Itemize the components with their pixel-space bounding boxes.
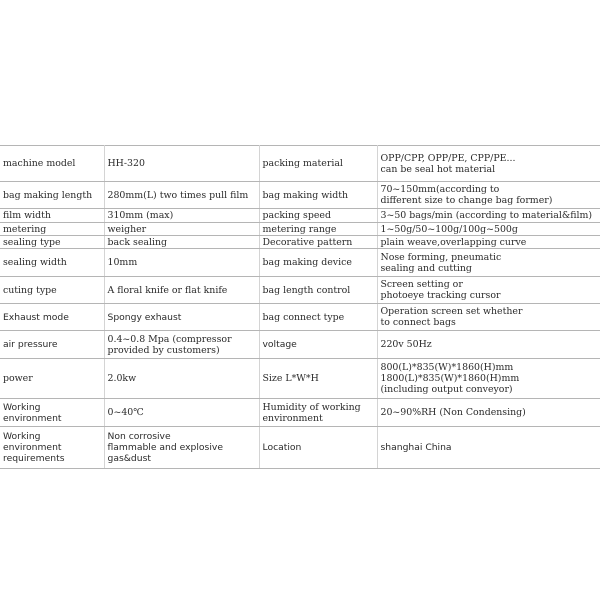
table-row (0, 359, 600, 399)
table-row (0, 223, 600, 236)
table-row (0, 331, 600, 359)
spec-label: Decorative pattern (259, 236, 377, 249)
spec-label: bag making length (0, 182, 104, 209)
spec-label: Humidity of working environment (259, 399, 377, 427)
spec-value: 3~50 bags/min (according to material&film) (377, 209, 600, 223)
spec-label: bag making width (259, 182, 377, 209)
spec-value: back sealing (104, 236, 259, 249)
spec-value: 70~150mm(according to different size to change bag former) (377, 182, 600, 209)
spec-sheet (0, 145, 600, 469)
spec-label: Working environment (0, 399, 104, 427)
spec-label: Working environment requirements (0, 427, 104, 469)
spec-value: Nose forming, pneumatic sealing and cutting (377, 249, 600, 277)
spec-value: plain weave,overlapping curve (377, 236, 600, 249)
spec-label: metering (0, 223, 104, 236)
spec-value: Spongy exhaust (104, 304, 259, 331)
spec-value: 10mm (104, 249, 259, 277)
spec-value: Screen setting or photoeye tracking cursor (377, 277, 600, 304)
spec-table (0, 145, 600, 469)
spec-value: 800(L)*835(W)*1860(H)mm 1800(L)*835(W)*1860(H)mm (including output conveyor) (377, 359, 600, 399)
table-row (0, 427, 600, 469)
table-row (0, 304, 600, 331)
table-row (0, 182, 600, 209)
spec-label: power (0, 359, 104, 399)
spec-value: 220v 50Hz (377, 331, 600, 359)
spec-label: Location (259, 427, 377, 469)
spec-value: A floral knife or flat knife (104, 277, 259, 304)
spec-value: shanghai China (377, 427, 600, 469)
spec-label: machine model (0, 146, 104, 182)
spec-label: bag length control (259, 277, 377, 304)
table-row (0, 249, 600, 277)
spec-value: 0.4~0.8 Mpa (compressor provided by customers) (104, 331, 259, 359)
spec-value: OPP/CPP, OPP/PE, CPP/PE... can be seal hot material (377, 146, 600, 182)
spec-value: Non corrosive flammable and explosive gas&dust (104, 427, 259, 469)
spec-label: packing material (259, 146, 377, 182)
table-row (0, 209, 600, 223)
spec-label: Exhaust mode (0, 304, 104, 331)
table-row (0, 236, 600, 249)
spec-value: 20~90%RH (Non Condensing) (377, 399, 600, 427)
spec-value: 0~40℃ (104, 399, 259, 427)
spec-label: packing speed (259, 209, 377, 223)
spec-label: bag connect type (259, 304, 377, 331)
spec-value: 2.0kw (104, 359, 259, 399)
table-row (0, 277, 600, 304)
spec-label: bag making device (259, 249, 377, 277)
spec-label: film width (0, 209, 104, 223)
spec-label: voltage (259, 331, 377, 359)
spec-label: sealing width (0, 249, 104, 277)
spec-value: 310mm (max) (104, 209, 259, 223)
spec-label: air pressure (0, 331, 104, 359)
spec-value: weigher (104, 223, 259, 236)
spec-label: sealing type (0, 236, 104, 249)
spec-value: Operation screen set whether to connect bags (377, 304, 600, 331)
table-row (0, 146, 600, 182)
spec-value: 280mm(L) two times pull film (104, 182, 259, 209)
spec-value: 1~50g/50~100g/100g~500g (377, 223, 600, 236)
spec-label: cuting type (0, 277, 104, 304)
spec-value: HH-320 (104, 146, 259, 182)
spec-label: metering range (259, 223, 377, 236)
table-row (0, 399, 600, 427)
spec-label: Size L*W*H (259, 359, 377, 399)
